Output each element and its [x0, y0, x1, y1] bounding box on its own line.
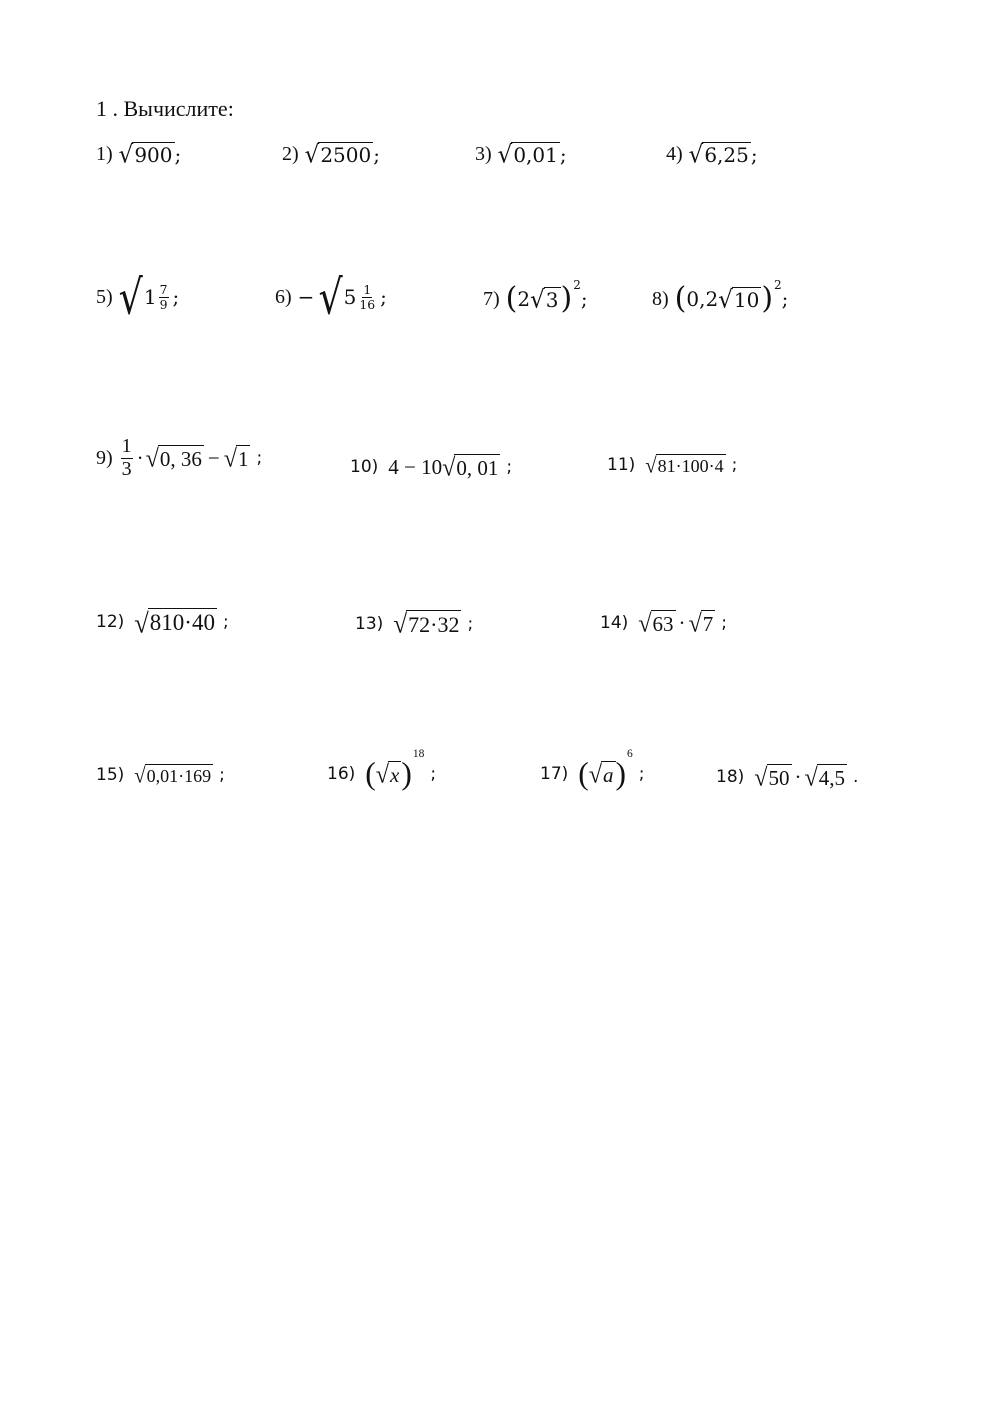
problem-15 [96, 764, 225, 787]
problem-number: 11) [607, 455, 636, 476]
problem-number: 7) [483, 287, 500, 310]
radical: √ x [375, 760, 400, 789]
problem-11 [607, 454, 737, 477]
problem-3 [475, 142, 567, 167]
problem-number: 4) [666, 143, 683, 165]
expression: ( √ x ) 18 ; [365, 748, 437, 791]
page-title: 1 . Вычислите: [96, 96, 234, 121]
expression: √ 81·100·4 ; [645, 454, 738, 478]
radical: √ 0, 36 [145, 444, 202, 474]
problem-13 [355, 610, 473, 637]
expression: √ 50 · √ 4,5 . [754, 763, 859, 792]
problem-number: 18) [716, 767, 745, 788]
problem-number: 2) [282, 143, 299, 165]
problem-2 [282, 142, 380, 167]
problem-17 [540, 748, 645, 791]
problem-18 [716, 764, 858, 790]
radical: √ 63 [638, 609, 674, 638]
radical: √ 0,01·169 [134, 764, 212, 788]
problem-4 [666, 142, 758, 167]
problem-8 [652, 278, 789, 316]
problem-number: 6) [275, 285, 292, 308]
problem-5 [96, 269, 180, 325]
problem-number: 17) [540, 763, 569, 784]
radical: √ 810·40 [134, 607, 215, 639]
expression: ( √ a ) 6 ; [578, 748, 645, 791]
radical: √ 5 $\frac{1}{16}$ [318, 269, 376, 325]
problem-6 [275, 269, 387, 325]
fraction: $\frac{1}{3}$ [121, 435, 132, 480]
radical: √ 10 [718, 285, 760, 314]
problem-number: 9) [96, 446, 113, 469]
radical: √ 2500 [304, 141, 372, 169]
expression: √ 2500 ; [304, 141, 380, 169]
expression: ( 2 √ 3 ) 2 ; [505, 278, 588, 316]
radical: √ 6,25 [688, 141, 749, 169]
radical: √ 72·32 [393, 609, 460, 639]
problem-14 [600, 610, 727, 636]
radical: √ 4,5 [804, 763, 846, 792]
problem-10 [350, 454, 512, 480]
problem-number: 16) [327, 763, 356, 784]
problem-number: 12) [96, 612, 125, 633]
expression: √ 0,01·169 ; [134, 764, 225, 788]
expression: $\frac{1}{3}$ · √ 0, 36 − √ 1 ; [121, 435, 263, 480]
problem-16 [327, 748, 437, 791]
radical: √ 50 [754, 763, 790, 792]
expression: √ 63 · √ 7 ; [638, 609, 727, 638]
expression: − √ 5 $\frac{1}{16}$ ; [297, 269, 387, 325]
radical: √ 900 [118, 141, 173, 169]
expression: √ 810·40 ; [134, 607, 229, 639]
mixed-fraction: $\frac{7}{9}$ [159, 282, 168, 312]
problem-number: 3) [475, 143, 492, 165]
radical: √ 7 [688, 609, 714, 638]
problem-1 [96, 142, 181, 167]
problem-number: 15) [96, 765, 125, 786]
radical: √ 1 [223, 444, 249, 474]
radical: √ 0, 01 [442, 453, 499, 482]
problem-number: 14) [600, 613, 629, 634]
problem-number: 8) [652, 287, 669, 310]
radical: √ 81·100·4 [645, 454, 724, 478]
problem-number: 5) [96, 285, 113, 308]
expression: √ 6,25 ; [688, 141, 758, 169]
problem-9 [96, 436, 262, 481]
expression: √ 0,01 ; [497, 141, 567, 169]
radical: √ 3 [530, 285, 559, 314]
radical: √ a [588, 760, 614, 789]
problem-12 [96, 607, 229, 639]
problem-number: 1) [96, 143, 113, 165]
problem-7 [483, 278, 588, 316]
expression: √ 900 ; [118, 141, 182, 169]
expression: √ 1 $\frac{7}{9}$ ; [118, 269, 180, 325]
problem-number: 13) [355, 613, 384, 634]
radical: √ 1 $\frac{7}{9}$ [118, 269, 168, 325]
radical: √ 0,01 [497, 141, 558, 169]
expression: 4 − 10 √ 0, 01 ; [388, 453, 513, 482]
expression: ( 0,2 √ 10 ) 2 ; [674, 278, 789, 316]
mixed-fraction: $\frac{1}{16}$ [359, 282, 376, 312]
problem-number: 10) [350, 457, 379, 478]
expression: √ 72·32 ; [393, 609, 474, 639]
